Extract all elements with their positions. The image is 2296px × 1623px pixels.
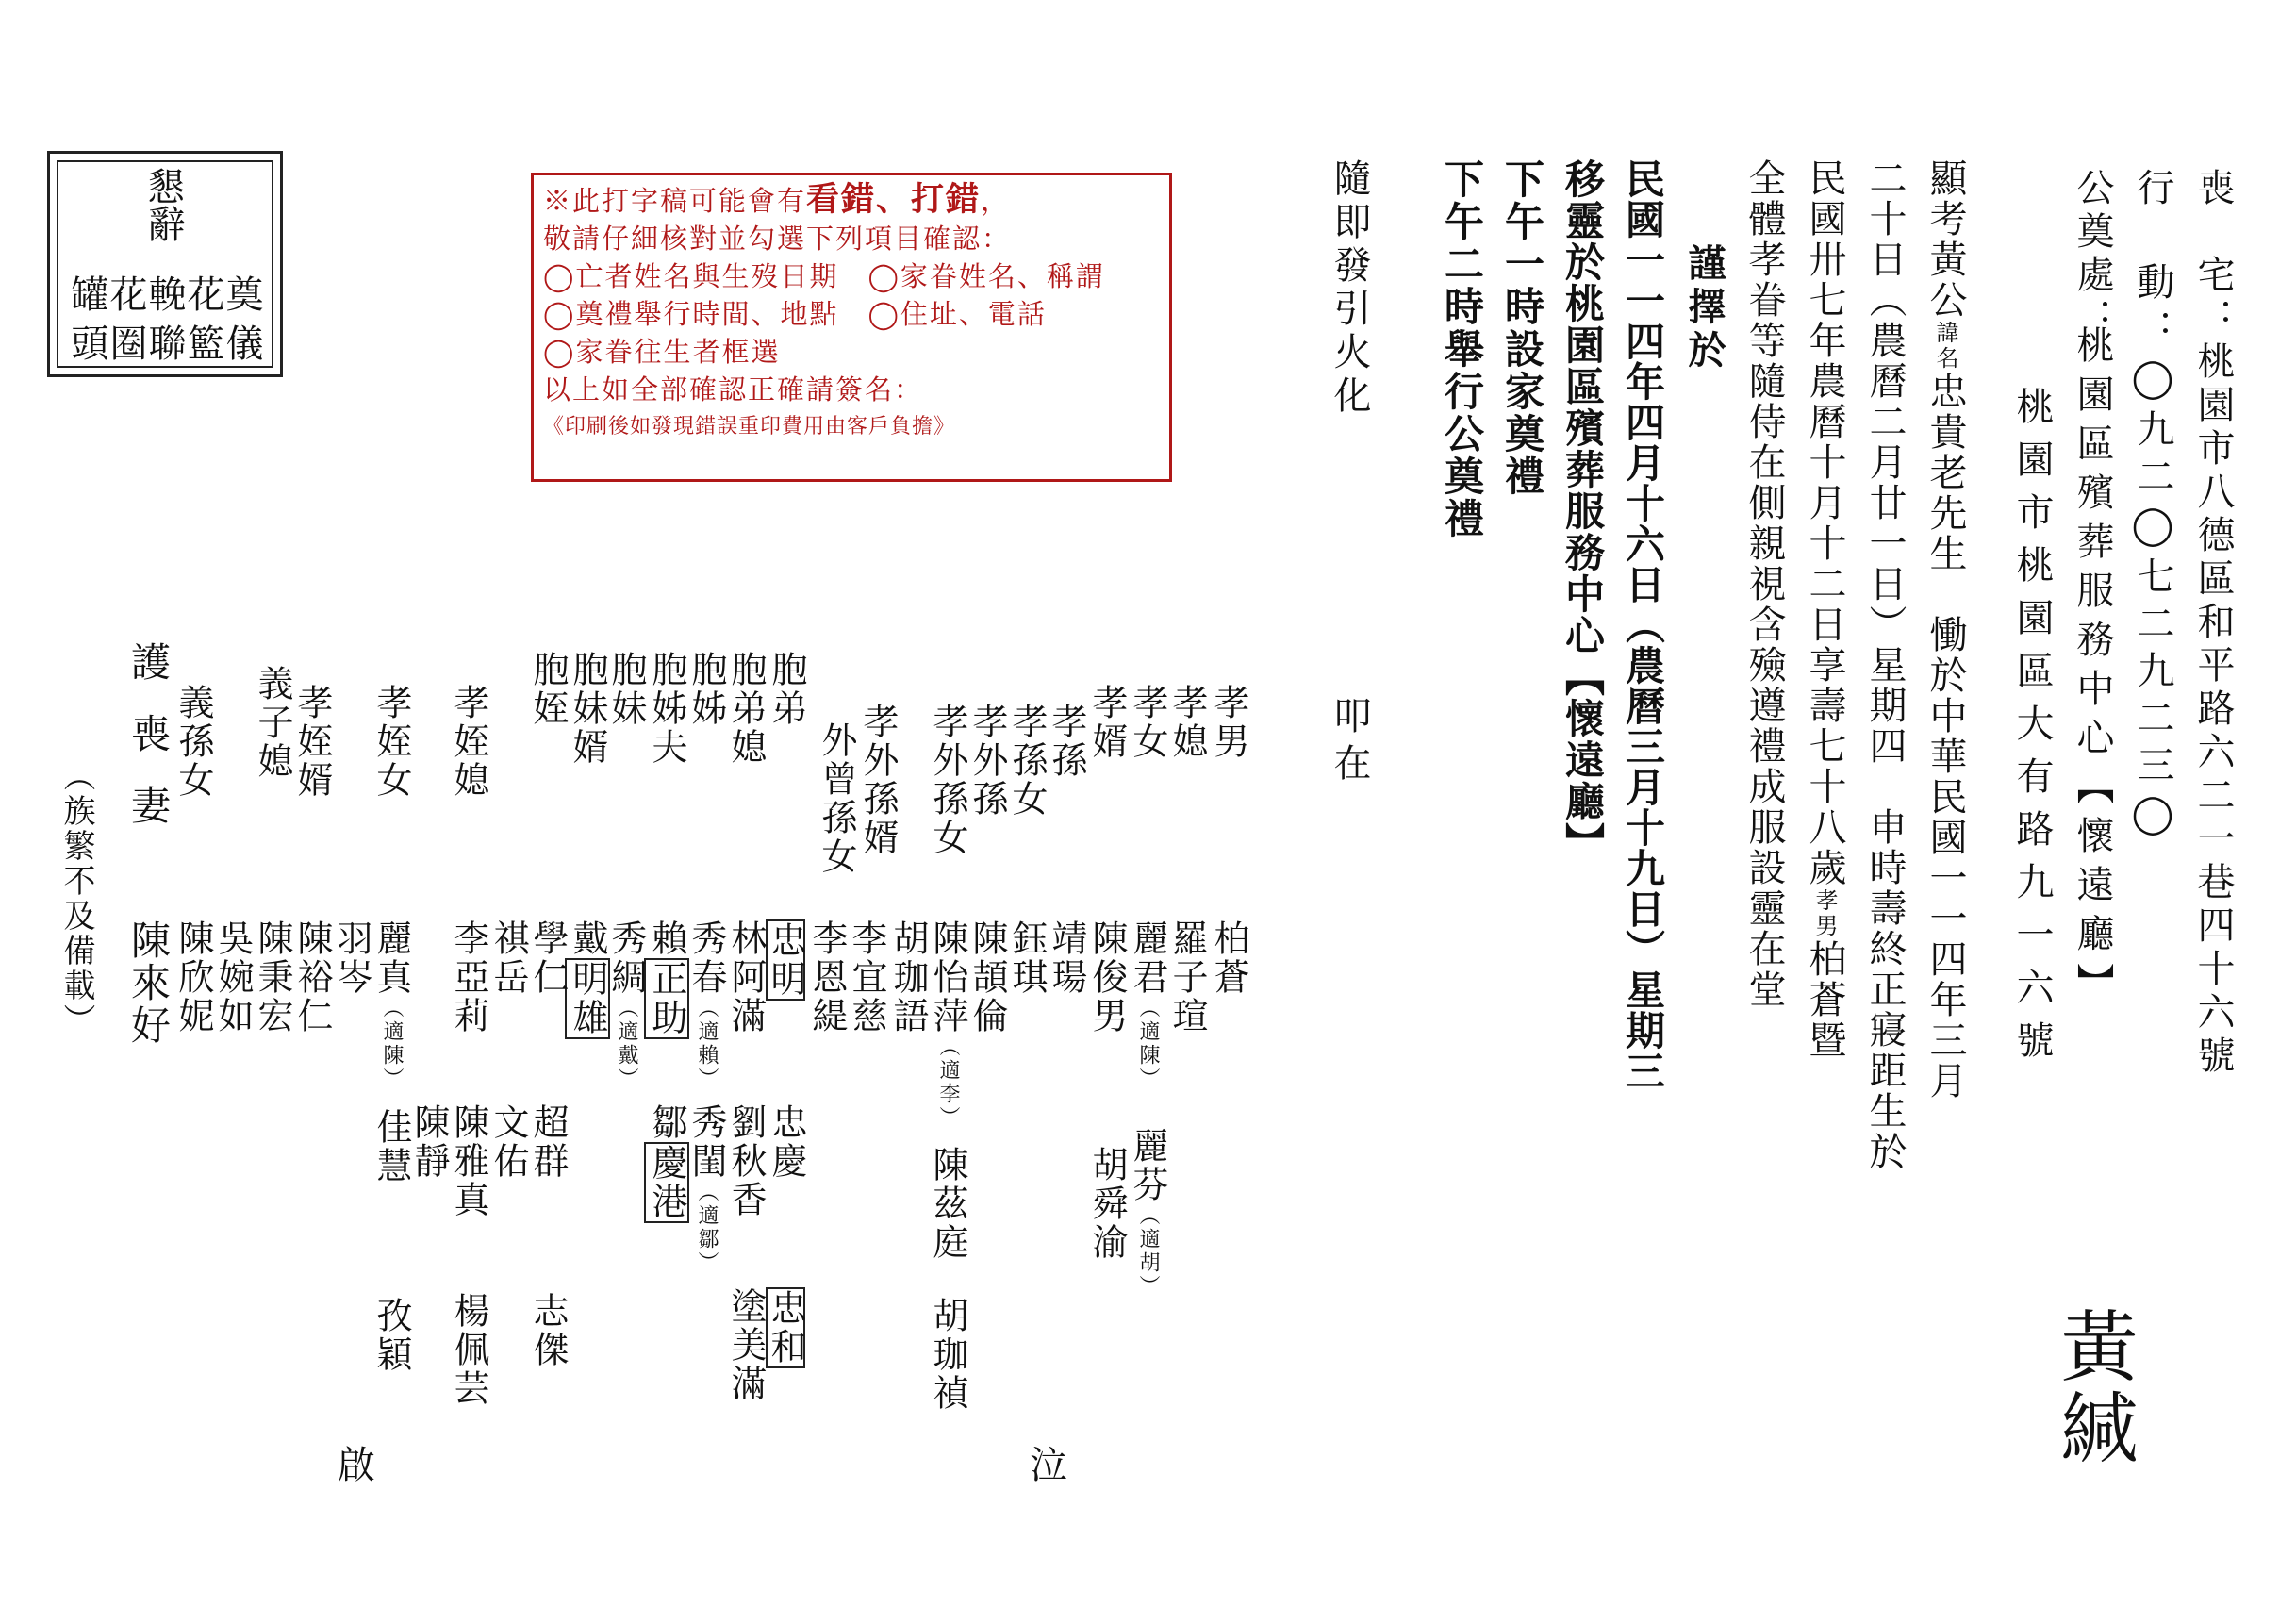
notice-emphasis: 看錯、打錯 [806, 180, 982, 219]
name-nephew-5: 文佑 [487, 1103, 529, 1181]
name-sister-2 [685, 1103, 727, 1275]
decline-box [47, 151, 283, 377]
name-son-in-law-2: 胡舜渝 [1086, 1146, 1128, 1262]
daughter-1-note: ︵適陳︶ [1136, 997, 1160, 1091]
rel-sister-husband: 胞姊夫 [646, 651, 687, 767]
rel-widow: 護喪妻 [125, 641, 172, 856]
name-sister-1 [685, 919, 727, 1091]
venue: 桃園區殯葬服務中心【懷遠廳】 [2071, 325, 2114, 1012]
rel-sworn-grandchild: 義孫女 [173, 684, 214, 800]
name-grandson: 靖瑒 [1046, 919, 1087, 997]
obit-line-3a: 民國卅七年農曆十月十二日享壽七十八歲 [1803, 158, 1846, 888]
name-sworn-son-wife: 吳婉如 [212, 919, 254, 1035]
rel-daughter: 孝女 [1127, 684, 1168, 761]
obit-line-1a: 顯考黃公 [1924, 158, 1967, 321]
name-ext-granddaughter-2: 陳茲庭 [927, 1146, 968, 1262]
rel-younger-sister: 胞妹 [605, 651, 647, 728]
notice-line-1 [543, 181, 1169, 220]
rel-grandson: 孝孫 [1046, 703, 1087, 780]
name-niece-1 [371, 919, 412, 1091]
ext-granddaughter-1-note: ︵適李︶ [936, 1035, 960, 1130]
family-note: ︵族繁不及備載︶ [58, 759, 95, 1038]
name-sworn-grandchild: 陳欣妮 [173, 919, 214, 1035]
venue-address: 桃園市桃園區大有路九一六號 [2010, 387, 2054, 1073]
name-sister-2-text: 秀閨 [685, 1103, 727, 1181]
obit-line-11: 叩在 [1328, 696, 1371, 790]
name-brother-1: 忠明 [765, 921, 806, 999]
sister-husband-2-surname: 鄒 [646, 1103, 687, 1142]
rel-sister: 胞姊 [685, 651, 727, 728]
name-sister-husband-2 [646, 1103, 687, 1223]
name-daughter-1 [1127, 919, 1168, 1091]
name-nephew-1: 學仁 [527, 919, 569, 997]
obit-line-2: 二十日︵農曆二月廿一日︶星期四 申時壽終正寢距生於 [1863, 158, 1907, 1172]
sister-husband-1-given: 正助 [646, 960, 687, 1037]
decline-title: 懇辭 [141, 167, 185, 242]
sister-2-note: ︵適鄒︶ [695, 1181, 719, 1275]
rel-granddaughter: 孝孫女 [1006, 703, 1048, 819]
obit-line-6: 民國一一四年四月十六日︵農曆三月十九日︶星期三 [1620, 158, 1666, 1091]
name-daughter-in-law: 羅子瑄 [1166, 919, 1208, 1035]
name-niece-wife-3: 楊佩芸 [448, 1292, 489, 1408]
residence: 喪 宅：桃園市八德區和平路六二一巷四十六號 [2191, 168, 2235, 1079]
name-son: 柏蒼 [1208, 919, 1249, 997]
name-great-grandchild: 李宜慈 [846, 919, 887, 1035]
younger-sister-husband-surname: 戴 [567, 919, 608, 958]
name-niece-wife-1: 李亞莉 [448, 919, 489, 1035]
rel-brother: 胞弟 [766, 651, 807, 728]
venue-label: 公奠處： [2071, 168, 2114, 341]
notice-line-4: ◯奠禮舉行時間、地點 ◯住址、電話 [543, 298, 1047, 330]
name-niece-wife-4: 陳靜 [408, 1103, 450, 1181]
niece-1-note: ︵適陳︶ [380, 997, 404, 1091]
rel-daughter-in-law: 孝媳 [1166, 684, 1208, 761]
name-nephew-4: 祺岳 [487, 919, 529, 997]
obit-line-3 [1803, 158, 1846, 1061]
proofread-notice [531, 173, 1172, 482]
name-nephew-2: 超群 [527, 1103, 569, 1181]
name-great-grandchild-2: 李恩緹 [806, 919, 848, 1035]
obit-line-1b: 忠貴老先生 慟於中華民國一一四年三月 [1924, 372, 1967, 1101]
notice-line-2: 敬請仔細核對並勾選下列項目確認： [543, 223, 1012, 255]
obit-line-9: 下午二時舉行公奠禮 [1439, 158, 1485, 540]
name-ext-granddaughter-3: 胡珈禎 [927, 1297, 968, 1413]
obit-line-1 [1924, 158, 1967, 1101]
notice-line-1-post: ， [981, 185, 1011, 217]
rel-niece: 孝姪女 [371, 684, 412, 800]
rel-younger-sister-husband: 胞妹婿 [567, 651, 608, 767]
rel-son-in-law: 孝婿 [1086, 684, 1128, 761]
name-niece-3: 孜穎 [371, 1297, 412, 1374]
rel-niece-wife: 孝姪媳 [448, 684, 489, 800]
rel-ext-grandson-in-law: 孝外孫婿 [857, 703, 899, 857]
sign-qi-weep: 泣 [1030, 1444, 1067, 1487]
name-daughter-2 [1127, 1127, 1168, 1299]
name-sworn-son: 陳秉宏 [252, 919, 293, 1035]
notice-line-1-pre: ※此打字稿可能會有 [543, 185, 807, 217]
notice-line-7: 《印刷後如發現錯誤重印費用由客戶負擔》 [543, 415, 956, 439]
name-niece-husband: 陳裕仁 [291, 919, 333, 1035]
obit-line-1-note: 諱名 [1932, 321, 1958, 372]
name-brother-2: 忠慶 [766, 1103, 807, 1181]
name-niece-wife-2: 陳雅真 [448, 1103, 489, 1219]
obit-line-3-note: 孝男 [1811, 888, 1838, 939]
younger-sister-note: ︵適戴︶ [615, 997, 638, 1091]
obit-line-5: 謹擇於 [1682, 243, 1726, 373]
rel-son: 孝男 [1208, 684, 1249, 761]
rel-nephew: 胞姪 [527, 651, 569, 728]
name-brother-wife-2: 劉秋香 [725, 1103, 767, 1219]
decline-line-1: 罐花輓花奠 [71, 273, 265, 317]
sign-qi: 啟 [338, 1444, 375, 1487]
name-son-in-law-1: 陳俊男 [1086, 919, 1128, 1035]
name-niece-husband-2: 羽岑 [331, 919, 372, 997]
name-niece-2: 佳慧 [371, 1108, 412, 1185]
sister-1-note: ︵適賴︶ [695, 997, 719, 1091]
phone: 行 動：◯九二◯七二九二三◯ [2131, 168, 2174, 845]
name-nephew-3: 志傑 [527, 1292, 569, 1369]
name-younger-sister-text: 秀綢 [605, 919, 647, 997]
obit-line-10: 隨即發引火化 [1328, 158, 1371, 419]
obit-line-3b: 柏蒼暨 [1803, 939, 1846, 1061]
rel-great-grandchild: 外曾孫女 [816, 721, 857, 876]
name-brother-3: 忠和 [765, 1289, 806, 1366]
name-daughter-2-text: 麗芬 [1127, 1127, 1168, 1204]
rel-brother-wife: 胞弟媳 [725, 651, 767, 767]
notice-line-3: ◯亡者姓名與生歿日期 ◯家眷姓名、稱謂 [543, 260, 1105, 292]
name-younger-sister [605, 919, 647, 1091]
obit-line-4: 全體孝眷等隨侍在側親視含殮遵禮成服設靈在堂 [1743, 158, 1786, 1010]
obit-line-8: 下午一時設家奠禮 [1499, 158, 1545, 498]
notice-line-6: 以上如全部確認正確請簽名： [543, 373, 924, 406]
rel-ext-granddaughter: 孝外孫女 [927, 703, 968, 857]
rel-sworn-son: 義子媳 [252, 665, 293, 781]
decline-line-2: 頭圈聯籃儀 [71, 323, 265, 366]
name-ext-granddaughter-1-text: 陳怡萍 [927, 919, 968, 1035]
obit-line-7: 移靈於桃園區殯葬服務中心【懷遠廳】 [1560, 158, 1606, 864]
name-ext-granddaughter-1 [927, 919, 968, 1130]
name-ext-grandson-in-law: 胡珈語 [887, 919, 929, 1035]
younger-sister-husband-given: 明雄 [567, 960, 608, 1037]
name-younger-sister-husband [567, 919, 608, 1039]
name-sister-1-text: 秀春 [685, 919, 727, 997]
rel-niece-husband: 孝姪婿 [291, 684, 333, 800]
rel-ext-grandson: 孝外孫 [966, 703, 1008, 819]
name-daughter-1-text: 麗君 [1127, 919, 1168, 997]
family-surname: 黃緘 [2048, 1306, 2138, 1468]
name-brother-wife-3: 塗美滿 [725, 1287, 767, 1403]
sister-husband-2-given: 慶港 [646, 1144, 687, 1221]
name-sister-husband-1 [646, 919, 687, 1039]
notice-line-5: ◯家眷往生者框選 [543, 336, 781, 368]
name-brother-wife-1: 林阿滿 [725, 919, 767, 1035]
name-niece-1-text: 麗真 [371, 919, 412, 997]
name-granddaughter: 鈺琪 [1006, 919, 1048, 997]
name-widow: 陳來好 [125, 919, 172, 1047]
daughter-2-note: ︵適胡︶ [1136, 1204, 1160, 1299]
name-ext-grandson: 陳頡倫 [966, 919, 1008, 1035]
sister-husband-1-surname: 賴 [646, 919, 687, 958]
